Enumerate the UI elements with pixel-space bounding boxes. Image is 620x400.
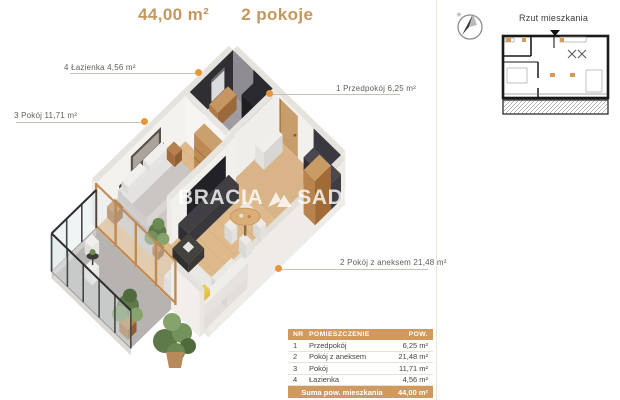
col-nr: NR <box>293 331 304 338</box>
row-name: Łazienka <box>309 375 340 385</box>
row-pow: 4,56 m² <box>402 375 428 385</box>
row-pow: 6,25 m² <box>402 340 428 350</box>
row-name: Pokój z aneksem <box>309 352 367 362</box>
leader-line <box>280 269 428 270</box>
row-pow: 21,48 m² <box>398 352 428 362</box>
leader-line <box>16 122 142 123</box>
table-row <box>288 340 433 352</box>
room-label-bathroom: 4 Łazienka 4,56 m² <box>64 63 136 72</box>
area-table <box>288 329 433 398</box>
watermark-logo <box>178 186 418 210</box>
apartment-rooms: 2 pokoje <box>241 5 314 24</box>
row-nr: 3 <box>293 363 298 373</box>
apartment-area: 44,00 m² <box>138 5 210 24</box>
watermark-text-right: SADURS <box>297 186 390 209</box>
row-nr: 4 <box>293 375 298 385</box>
summary-value: 44,00 m² <box>397 387 428 397</box>
room-label-room2: 2 Pokój z aneksem 21,48 m² <box>340 258 447 267</box>
page-title <box>138 5 313 25</box>
label-marker-dot <box>141 118 148 125</box>
col-name: POMIESZCZENIE <box>309 331 370 338</box>
row-name: Pokój <box>309 363 328 373</box>
row-pow: 11,71 m² <box>398 363 428 373</box>
leader-line <box>70 73 196 74</box>
mountain-logo-icon <box>268 190 292 207</box>
panel-divider <box>436 0 437 400</box>
room-label-room3: 3 Pokój 11,71 m² <box>14 111 78 120</box>
table-header-row <box>288 329 433 340</box>
col-pow: POW. <box>408 331 428 338</box>
table-row <box>288 375 433 387</box>
compass-icon <box>452 7 488 43</box>
table-row <box>288 363 433 375</box>
mini-2d-plan <box>498 28 620 122</box>
table-summary-row <box>288 386 433 398</box>
summary-label: Suma pow. mieszkania <box>301 387 383 397</box>
row-name: Przedpokój <box>309 340 347 350</box>
row-nr: 2 <box>293 352 298 362</box>
leader-line <box>271 94 400 95</box>
label-marker-dot <box>195 69 202 76</box>
table-row <box>288 352 433 364</box>
row-nr: 1 <box>293 340 298 350</box>
room-label-hall: 1 Przedpokój 6,25 m² <box>336 84 417 93</box>
svg-text:✳: ✳ <box>456 12 462 19</box>
watermark-text-left: BRACIA <box>178 186 264 209</box>
label-marker-dot <box>275 265 282 272</box>
label-marker-dot <box>266 90 273 97</box>
mini-plan-title: Rzut mieszkania <box>519 13 589 23</box>
